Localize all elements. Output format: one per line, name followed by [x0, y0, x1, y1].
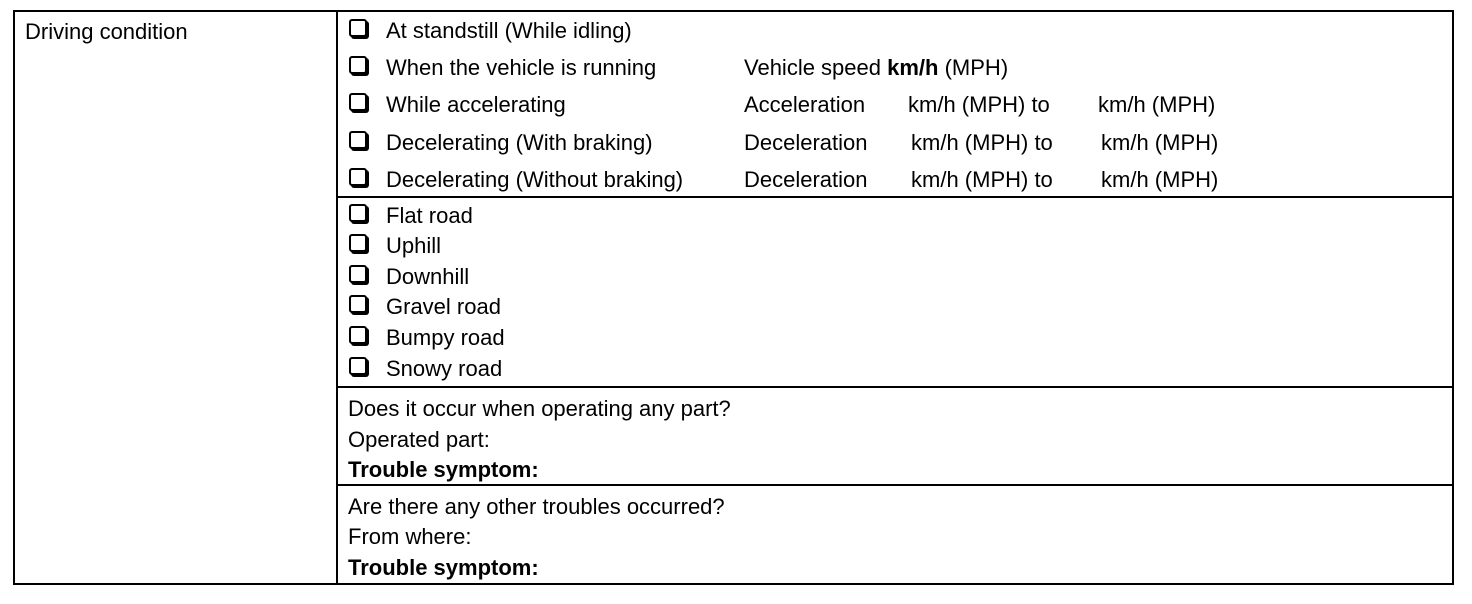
- operated-part-label: Operated part:: [348, 427, 490, 452]
- list-item: [338, 128, 1452, 158]
- unit-to: km/h (MPH): [1101, 130, 1219, 155]
- list-item: [338, 293, 1452, 323]
- option-label: When the vehicle is running: [386, 55, 657, 80]
- checkbox-decelerating-no-braking[interactable]: [349, 168, 367, 186]
- option-label: While accelerating: [386, 92, 566, 117]
- driving-state-section: [338, 12, 1452, 198]
- other-troubles-question: Are there any other troubles occurred?: [348, 494, 725, 519]
- from-where-label: From where:: [348, 524, 472, 549]
- option-label: Decelerating (With braking): [386, 130, 653, 155]
- option-label: Downhill: [386, 264, 470, 289]
- label-column: [15, 12, 338, 583]
- row-label: Driving condition: [25, 19, 188, 44]
- other-troubles-section: [338, 486, 1452, 583]
- list-item: [338, 90, 1452, 120]
- content-column: [338, 12, 1452, 583]
- unit-from: km/h (MPH) to: [911, 130, 1053, 155]
- list-item: [338, 53, 1452, 83]
- measure-label: Deceleration: [744, 167, 868, 192]
- trouble-symptom-label: Trouble symptom:: [348, 555, 539, 580]
- list-item: [338, 232, 1452, 262]
- operation-section: [338, 388, 1452, 486]
- option-label: Snowy road: [386, 356, 503, 381]
- checkbox-snowy-road[interactable]: [349, 357, 367, 375]
- trouble-symptom-label: Trouble symptom:: [348, 457, 539, 482]
- unit-to: km/h (MPH): [1098, 92, 1216, 117]
- checkbox-downhill[interactable]: [349, 265, 367, 283]
- list-item: [338, 263, 1452, 293]
- option-label: Bumpy road: [386, 325, 505, 350]
- unit-from: km/h (MPH) to: [911, 167, 1053, 192]
- list-item: [338, 16, 1452, 46]
- list-item: [338, 202, 1452, 232]
- option-label: At standstill (While idling): [386, 18, 632, 43]
- road-type-section: [338, 198, 1452, 388]
- driving-condition-table: [13, 10, 1454, 585]
- checkbox-uphill[interactable]: [349, 234, 367, 252]
- option-label: Gravel road: [386, 294, 501, 319]
- checkbox-running[interactable]: [349, 56, 367, 74]
- checkbox-flat-road[interactable]: [349, 204, 367, 222]
- checkbox-decelerating-braking[interactable]: [349, 131, 367, 149]
- option-label: Decelerating (Without braking): [386, 167, 684, 192]
- checkbox-bumpy-road[interactable]: [349, 326, 367, 344]
- unit-to: km/h (MPH): [1101, 167, 1219, 192]
- measure-label: Acceleration: [744, 92, 866, 117]
- option-label: Uphill: [386, 233, 442, 258]
- list-item: [338, 324, 1452, 354]
- list-item: [338, 165, 1452, 195]
- unit-from: km/h (MPH) to: [908, 92, 1050, 117]
- checkbox-accelerating[interactable]: [349, 93, 367, 111]
- operation-question: Does it occur when operating any part?: [348, 396, 731, 421]
- checkbox-gravel-road[interactable]: [349, 295, 367, 313]
- list-item: [338, 355, 1452, 385]
- checkbox-standstill[interactable]: [349, 19, 367, 37]
- measure-label: Vehicle speed km/h (MPH): [744, 55, 1009, 80]
- measure-label: Deceleration: [744, 130, 868, 155]
- option-label: Flat road: [386, 203, 473, 228]
